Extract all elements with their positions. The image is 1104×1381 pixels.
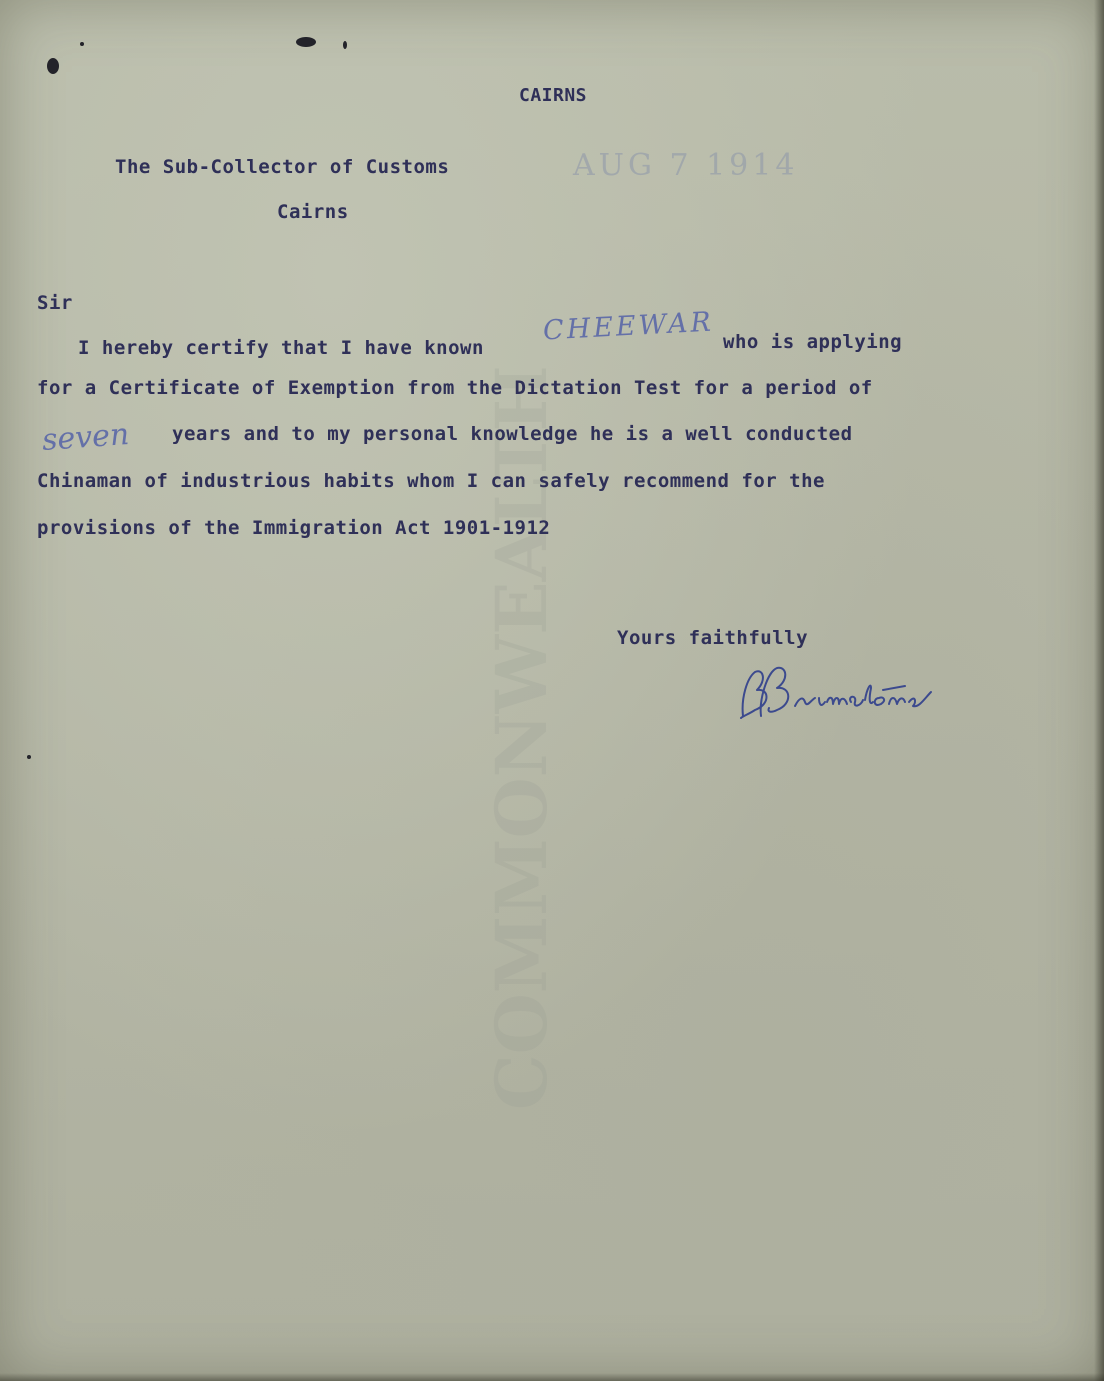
body-line-1-start: I hereby certify that I have known [78, 337, 484, 359]
salutation: Sir [37, 292, 73, 314]
body-line-2: for a Certificate of Exemption from the Dictation Test for a period of [37, 377, 873, 399]
ink-blot [47, 58, 59, 74]
body-line-4: Chinaman of industrious habits whom I can safely recommend for the [37, 470, 825, 492]
heading: CAIRNS [519, 85, 588, 106]
signature [733, 658, 953, 728]
handwritten-applicant-name: CHEEWAR [542, 306, 715, 347]
closing: Yours faithfully [617, 627, 809, 649]
body-line-1-end: who is applying [723, 331, 903, 353]
watermark: COMMONWEALTH [480, 365, 563, 1110]
body-line-3: years and to my personal knowledge he is a well conducted [172, 423, 853, 445]
ink-blot [296, 37, 316, 47]
page-edge-shadow [1094, 0, 1104, 1381]
addressee-line-1: The Sub-Collector of Customs [115, 156, 450, 178]
ink-speck [343, 41, 347, 49]
handwritten-period: seven [40, 417, 131, 458]
ink-speck [27, 755, 31, 759]
ink-speck [80, 42, 84, 46]
body-line-5: provisions of the Immigration Act 1901-1912 [37, 517, 551, 539]
date-stamp: AUG 7 1914 [573, 148, 799, 183]
page-bottom-shadow [0, 1373, 1104, 1381]
addressee-line-2: Cairns [277, 201, 349, 223]
